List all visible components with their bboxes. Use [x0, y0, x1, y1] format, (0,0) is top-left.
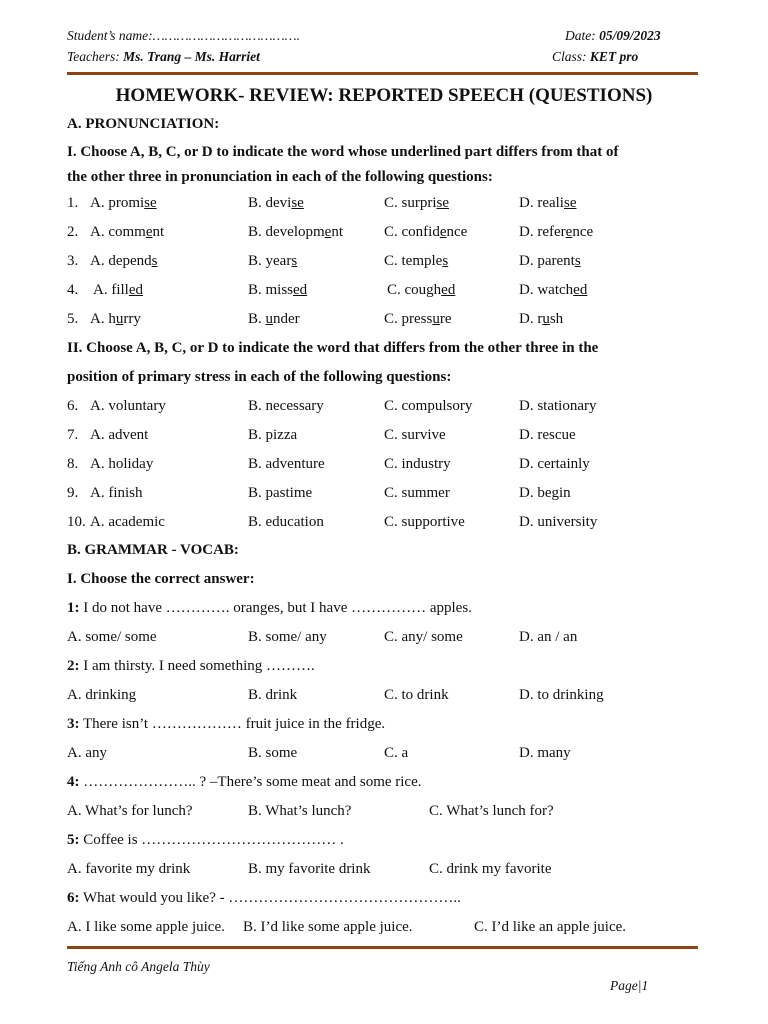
- question-number: 9.: [67, 485, 79, 501]
- answer-option-d: D. stationary: [519, 398, 597, 414]
- answer-option-a: A. holiday: [90, 456, 154, 472]
- answer-option-c: C. confidence: [384, 224, 468, 240]
- question-stem: 5: Coffee is ………………………………… .: [67, 832, 344, 848]
- date-value: 05/09/2023: [599, 28, 661, 43]
- answer-option-d: D. watched: [519, 282, 588, 298]
- answer-option-d: D. certainly: [519, 456, 590, 472]
- question-number: 7.: [67, 427, 79, 443]
- part-i-instruction-line1: I. Choose A, B, C, or D to indicate the word whose underlined part differs from that of: [67, 144, 619, 160]
- answer-option: D. an / an: [519, 629, 578, 645]
- answer-option: A. some/ some: [67, 629, 157, 645]
- section-b-heading: B. GRAMMAR - VOCAB:: [67, 542, 239, 558]
- class-field: [552, 49, 638, 65]
- answer-option-d: D. university: [519, 514, 598, 530]
- answer-option-b: B. under: [248, 311, 300, 327]
- answer-option-c: C. compulsory: [384, 398, 473, 414]
- answer-option: A. drinking: [67, 687, 137, 703]
- answer-option: B. my favorite drink: [248, 861, 371, 877]
- question-number: 3.: [67, 253, 79, 269]
- question-stem: 2: I am thirsty. I need something ……….: [67, 658, 315, 674]
- answer-option-b: B. pastime: [248, 485, 313, 501]
- question-number: 10.: [67, 514, 86, 530]
- question-number: 6.: [67, 398, 79, 414]
- date-field: [565, 28, 661, 44]
- question-stem: 3: There isn’t ……………… fruit juice in the fridge.: [67, 716, 386, 732]
- answer-option: D. to drinking: [519, 687, 604, 703]
- answer-option-c: C. supportive: [384, 514, 465, 530]
- question-stem: 1: I do not have …………. oranges, but I have …………… apples.: [67, 600, 472, 616]
- answer-option-d: D. rush: [519, 311, 564, 327]
- answer-option: A. any: [67, 745, 107, 761]
- answer-option: A. favorite my drink: [67, 861, 191, 877]
- question-stem: 6: What would you like? - ………………………………………..: [67, 890, 461, 906]
- teachers-value: Ms. Trang – Ms. Harriet: [123, 49, 260, 64]
- answer-option: B. some/ any: [248, 629, 327, 645]
- question-number: 8.: [67, 456, 79, 472]
- teachers-label: Teachers:: [67, 49, 120, 64]
- footer-rule: [67, 946, 698, 949]
- answer-option-b: B. missed: [248, 282, 308, 298]
- part-ii-instruction-line1: II. Choose A, B, C, or D to indicate the word that differs from the other three in the: [67, 340, 599, 356]
- answer-option-b: B. adventure: [248, 456, 325, 472]
- answer-option-a: A. promise: [90, 195, 157, 211]
- answer-option: B. some: [248, 745, 298, 761]
- question-number: 2.: [67, 224, 79, 240]
- answer-option-c: C. survive: [384, 427, 446, 443]
- answer-option-c: C. summer: [384, 485, 450, 501]
- class-value: KET pro: [589, 49, 639, 64]
- answer-option: A. I like some apple juice.: [67, 919, 225, 935]
- page-title: HOMEWORK- REVIEW: REPORTED SPEECH (QUESTIONS): [115, 85, 653, 106]
- header-rule: [67, 72, 698, 75]
- answer-option-b: B. devise: [248, 195, 304, 211]
- answer-option-d: D. realise: [519, 195, 577, 211]
- answer-option: B. drink: [248, 687, 298, 703]
- question-stem: 4: ………………….. ? –There’s some meat and some rice.: [67, 774, 422, 790]
- answer-option-a: A. academic: [90, 514, 165, 530]
- answer-option-a: A. hurry: [90, 311, 141, 327]
- answer-option-c: C. temples: [384, 253, 449, 269]
- answer-option-d: D. reference: [519, 224, 594, 240]
- student-name-field: [67, 28, 300, 44]
- footer-teacher: Tiếng Anh cô Angela Thùy: [67, 959, 210, 974]
- answer-option: B. I’d like some apple juice.: [243, 919, 413, 935]
- answer-option-a: A. advent: [90, 427, 149, 443]
- answer-option-a: A. filled: [93, 282, 144, 298]
- answer-option-a: A. finish: [90, 485, 143, 501]
- answer-option-b: B. years: [248, 253, 298, 269]
- answer-option-b: B. necessary: [248, 398, 324, 414]
- grammar-part-i-instruction: I. Choose the correct answer:: [67, 571, 255, 587]
- question-number: 4.: [67, 282, 79, 298]
- answer-option: C. any/ some: [384, 629, 463, 645]
- answer-option: C. a: [384, 745, 409, 761]
- answer-option-a: A. depends: [90, 253, 158, 269]
- answer-option-c: C. surprise: [384, 195, 449, 211]
- answer-option-a: A. comment: [90, 224, 165, 240]
- answer-option-d: D. parents: [519, 253, 581, 269]
- answer-option: D. many: [519, 745, 571, 761]
- answer-option-c: C. industry: [384, 456, 451, 472]
- answer-option-c: C. pressure: [384, 311, 452, 327]
- answer-option-b: B. education: [248, 514, 324, 530]
- answer-option-a: A. voluntary: [90, 398, 166, 414]
- answer-option-b: B. pizza: [248, 427, 298, 443]
- answer-option: A. What’s for lunch?: [67, 803, 193, 819]
- answer-option-d: D. begin: [519, 485, 571, 501]
- part-ii-instruction-line2: position of primary stress in each of the following questions:: [67, 369, 452, 385]
- answer-option: C. drink my favorite: [429, 861, 552, 877]
- answer-option-d: D. rescue: [519, 427, 576, 443]
- answer-option-c: C. coughed: [387, 282, 456, 298]
- teachers-field: [67, 49, 260, 65]
- answer-option-b: B. development: [248, 224, 343, 240]
- student-name-dots: ……………………………….: [152, 28, 301, 43]
- page-number: Page|1: [610, 978, 649, 993]
- section-a-heading: A. PRONUNCIATION:: [67, 116, 220, 132]
- question-number: 1.: [67, 195, 79, 211]
- question-number: 5.: [67, 311, 79, 327]
- answer-option: C. to drink: [384, 687, 449, 703]
- answer-option: C. What’s lunch for?: [429, 803, 554, 819]
- date-label: Date:: [565, 28, 596, 43]
- class-label: Class:: [552, 49, 587, 64]
- student-name-label: Student’s name:: [67, 28, 153, 43]
- part-i-instruction-line2: the other three in pronunciation in each of the following questions:: [67, 169, 493, 185]
- answer-option: B. What’s lunch?: [248, 803, 352, 819]
- answer-option: C. I’d like an apple juice.: [474, 919, 627, 935]
